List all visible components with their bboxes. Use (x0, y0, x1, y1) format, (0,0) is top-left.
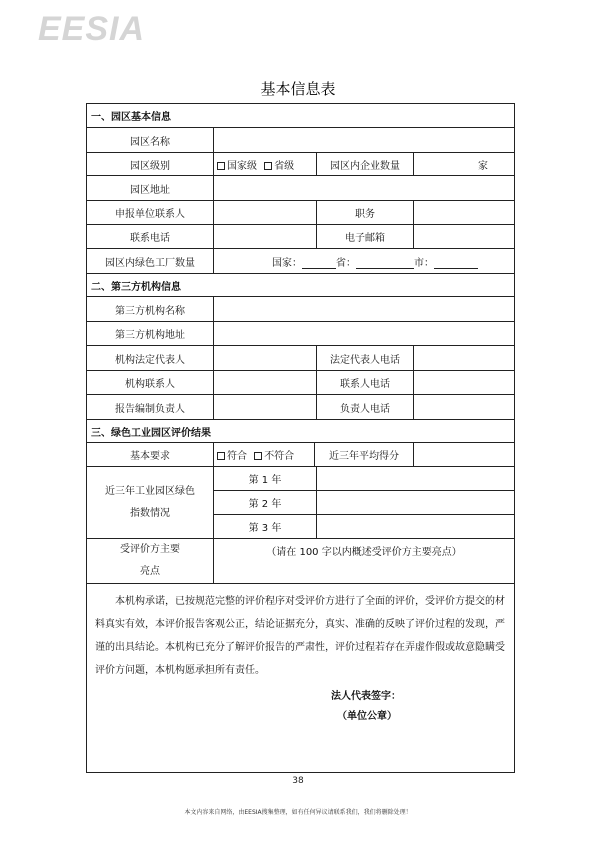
park-address-label: 园区地址 (87, 176, 214, 201)
province-label: 省： (336, 257, 356, 269)
contact-phone-field[interactable] (414, 371, 515, 395)
national-checkbox[interactable] (217, 162, 225, 170)
seal-label: （单位公章） (337, 711, 397, 722)
footer-disclaimer: 本文内容来自网络，由EESIA搜集整理，如有任何异议请联系我们，我们将删除处理！ (184, 809, 412, 816)
phone-field[interactable] (214, 225, 317, 249)
legal-rep-field[interactable] (214, 346, 317, 371)
email-field[interactable] (414, 225, 515, 249)
section3-heading: 三、绿色工业园区评价结果 (87, 420, 515, 443)
org-name-label: 第三方机构名称 (87, 297, 214, 322)
leader-phone-label: 负责人电话 (317, 395, 414, 420)
page-number: 38 (292, 776, 304, 786)
provincial-option-label: 省级 (274, 160, 295, 172)
enterprise-count-field[interactable] (414, 153, 515, 176)
report-author-label: 报告编制负责人 (87, 395, 214, 420)
avg-score-field[interactable] (414, 443, 515, 467)
avg-score-label: 近三年平均得分 (315, 443, 414, 467)
email-label: 电子邮箱 (317, 225, 414, 249)
org-contact-label: 机构联系人 (87, 371, 214, 395)
eesia-logo: EESIA (38, 10, 146, 48)
green-factory-counts (214, 249, 515, 274)
city-label: 市： (414, 257, 434, 269)
pledge-cell (87, 584, 515, 773)
highlights-label: 受评价方主要亮点 (87, 539, 214, 584)
org-address-field[interactable] (214, 322, 515, 346)
org-address-label: 第三方机构地址 (87, 322, 214, 346)
applicant-contact-field[interactable] (214, 201, 317, 225)
basic-info-form (86, 103, 515, 773)
province-blank[interactable] (356, 259, 414, 269)
year2-field[interactable] (317, 491, 515, 515)
provincial-checkbox[interactable] (264, 162, 272, 170)
highlights-hint: （请在 100 字以内概述受评价方主要亮点） (266, 547, 462, 558)
org-name-field[interactable] (214, 297, 515, 322)
nonconform-checkbox[interactable] (254, 452, 262, 460)
org-contact-field[interactable] (214, 371, 317, 395)
park-name-label: 园区名称 (87, 128, 214, 153)
year1-label: 第 1 年 (214, 467, 317, 491)
basic-req-options (214, 443, 315, 467)
park-name-field[interactable] (214, 128, 515, 153)
applicant-contact-label: 申报单位联系人 (87, 201, 214, 225)
country-blank[interactable] (302, 259, 336, 269)
city-blank[interactable] (434, 259, 478, 269)
national-option-label: 国家级 (227, 160, 257, 172)
enterprise-count-label: 园区内企业数量 (317, 153, 414, 176)
basic-req-label: 基本要求 (87, 443, 214, 467)
position-label: 职务 (317, 201, 414, 225)
legal-rep-phone-field[interactable] (414, 346, 515, 371)
park-level-label: 园区级别 (87, 153, 214, 176)
page-title: 基本信息表 (260, 80, 336, 98)
year1-field[interactable] (317, 467, 515, 491)
green-factory-label: 园区内绿色工厂数量 (87, 249, 214, 274)
phone-label: 联系电话 (87, 225, 214, 249)
signature-label: 法人代表签字： (331, 691, 401, 702)
index-label: 近三年工业园区绿色指数情况 (87, 467, 214, 539)
conform-option-label: 符合 (227, 451, 247, 462)
enterprise-unit: 家 (478, 160, 489, 172)
legal-rep-label: 机构法定代表人 (87, 346, 214, 371)
section2-heading: 二、第三方机构信息 (87, 274, 515, 297)
contact-phone-label: 联系人电话 (317, 371, 414, 395)
report-author-field[interactable] (214, 395, 317, 420)
park-level-options (214, 153, 317, 176)
position-field[interactable] (414, 201, 515, 225)
leader-phone-field[interactable] (414, 395, 515, 420)
nonconform-option-label: 不符合 (264, 451, 295, 462)
park-address-field[interactable] (214, 176, 515, 201)
highlights-field[interactable] (214, 539, 515, 584)
section1-heading: 一、园区基本信息 (87, 104, 515, 128)
year3-label: 第 3 年 (214, 515, 317, 539)
country-label: 国家： (272, 257, 302, 269)
year2-label: 第 2 年 (214, 491, 317, 515)
year3-field[interactable] (317, 515, 515, 539)
pledge-text: 本机构承诺，已按规范完整的评价程序对受评价方进行了全面的评价，受评价方提交的材料真实有效，本评价报告客观公正，结论证据充分，真实、准确的反映了评价过程的发现，严谨的出具结论。本机构已充分了解评价报告的严肃性，评价过程若存在弄虚作假或故意隐瞒受评价方问题，本机构愿承担所有责任。 (95, 596, 505, 676)
legal-rep-phone-label: 法定代表人电话 (317, 346, 414, 371)
conform-checkbox[interactable] (217, 452, 225, 460)
